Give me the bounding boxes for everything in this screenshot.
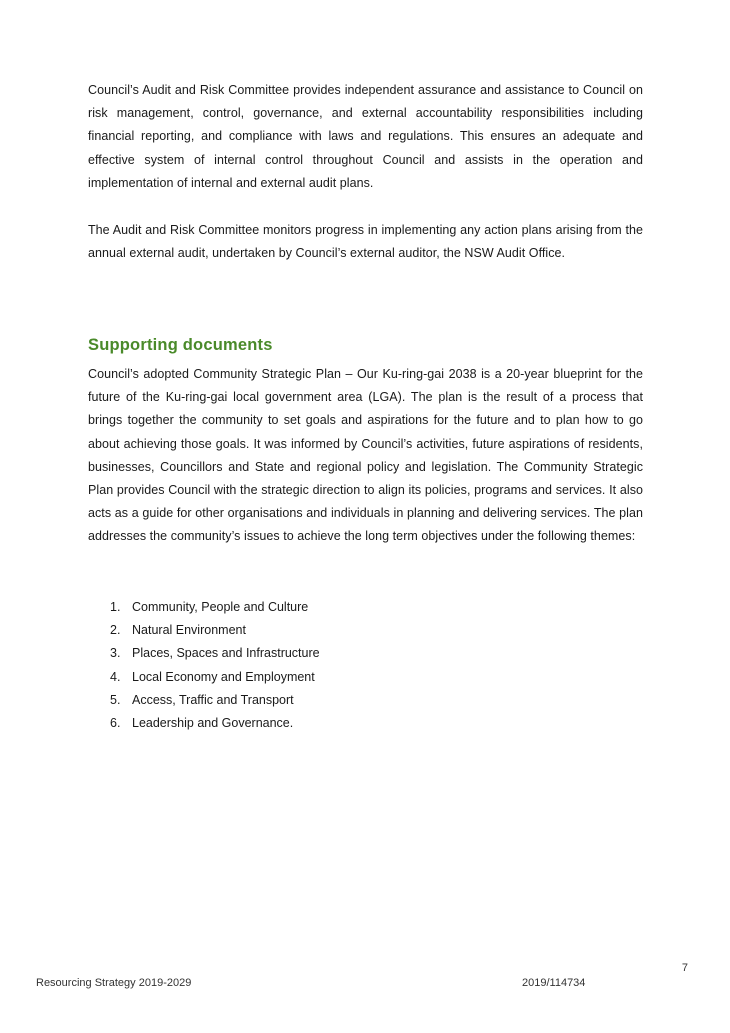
list-number: 3.	[110, 646, 121, 661]
list-item	[88, 666, 320, 689]
list-item	[88, 596, 320, 619]
list-item-label: Local Economy and Employment	[132, 669, 315, 684]
list-number: 6.	[110, 716, 121, 731]
audit-committee-paragraph: Council’s Audit and Risk Committee provides independent assurance and assistance to Council on risk management, control, governance, and external accountability responsibilities including financial reporting, and compliance with laws and regulations. This ensures an adequate and effective system of internal control throughout Council and assists in the operation and implementation of internal and external audit plans.	[88, 83, 643, 190]
list-item-label: Community, People and Culture	[132, 600, 309, 614]
list-item	[88, 642, 320, 665]
list-item	[88, 689, 320, 712]
list-item-label: Leadership and Governance.	[132, 716, 294, 731]
list-item-label: Access, Traffic and Transport	[132, 692, 294, 707]
list-number: 4.	[110, 669, 121, 684]
list-number: 1.	[110, 600, 121, 614]
list-number: 2.	[110, 623, 121, 638]
themes-list	[88, 596, 320, 735]
footer-reference-number: 2019/114734	[522, 977, 586, 989]
list-number: 5.	[110, 692, 121, 707]
audit-progress-paragraph: The Audit and Risk Committee monitors progress in implementing any action plans arising from the annual external audit, undertaken by Council’s external auditor, the NSW Audit Office.	[88, 223, 643, 261]
list-item-label: Places, Spaces and Infrastructure	[132, 646, 320, 661]
page-number: 7	[681, 962, 688, 974]
supporting-documents-paragraph: Council’s adopted Community Strategic Plan – Our Ku-ring-gai 2038 is a 20-year blueprint for the future of the Ku-ring-gai local government area (LGA). The plan is the result of a process that brings together the community to set goals and aspirations for the future and to plan how to go about achieving those goals. It was informed by Council’s activities, future aspirations of residents, businesses, Councillors and State and regional policy and legislation. The Community Strategic Plan provides Council with the strategic direction to align its policies, programs and services. It also acts as a guide for other organisations and individuals in planning and delivering services. The plan addresses the community’s issues to achieve the long term objectives under the following themes:	[88, 367, 643, 544]
list-item	[88, 712, 320, 735]
footer-document-title: Resourcing Strategy 2019-2029	[36, 977, 192, 989]
section-heading: Supporting documents	[88, 336, 273, 354]
list-item-label: Natural Environment	[132, 623, 246, 638]
list-item	[88, 619, 320, 642]
